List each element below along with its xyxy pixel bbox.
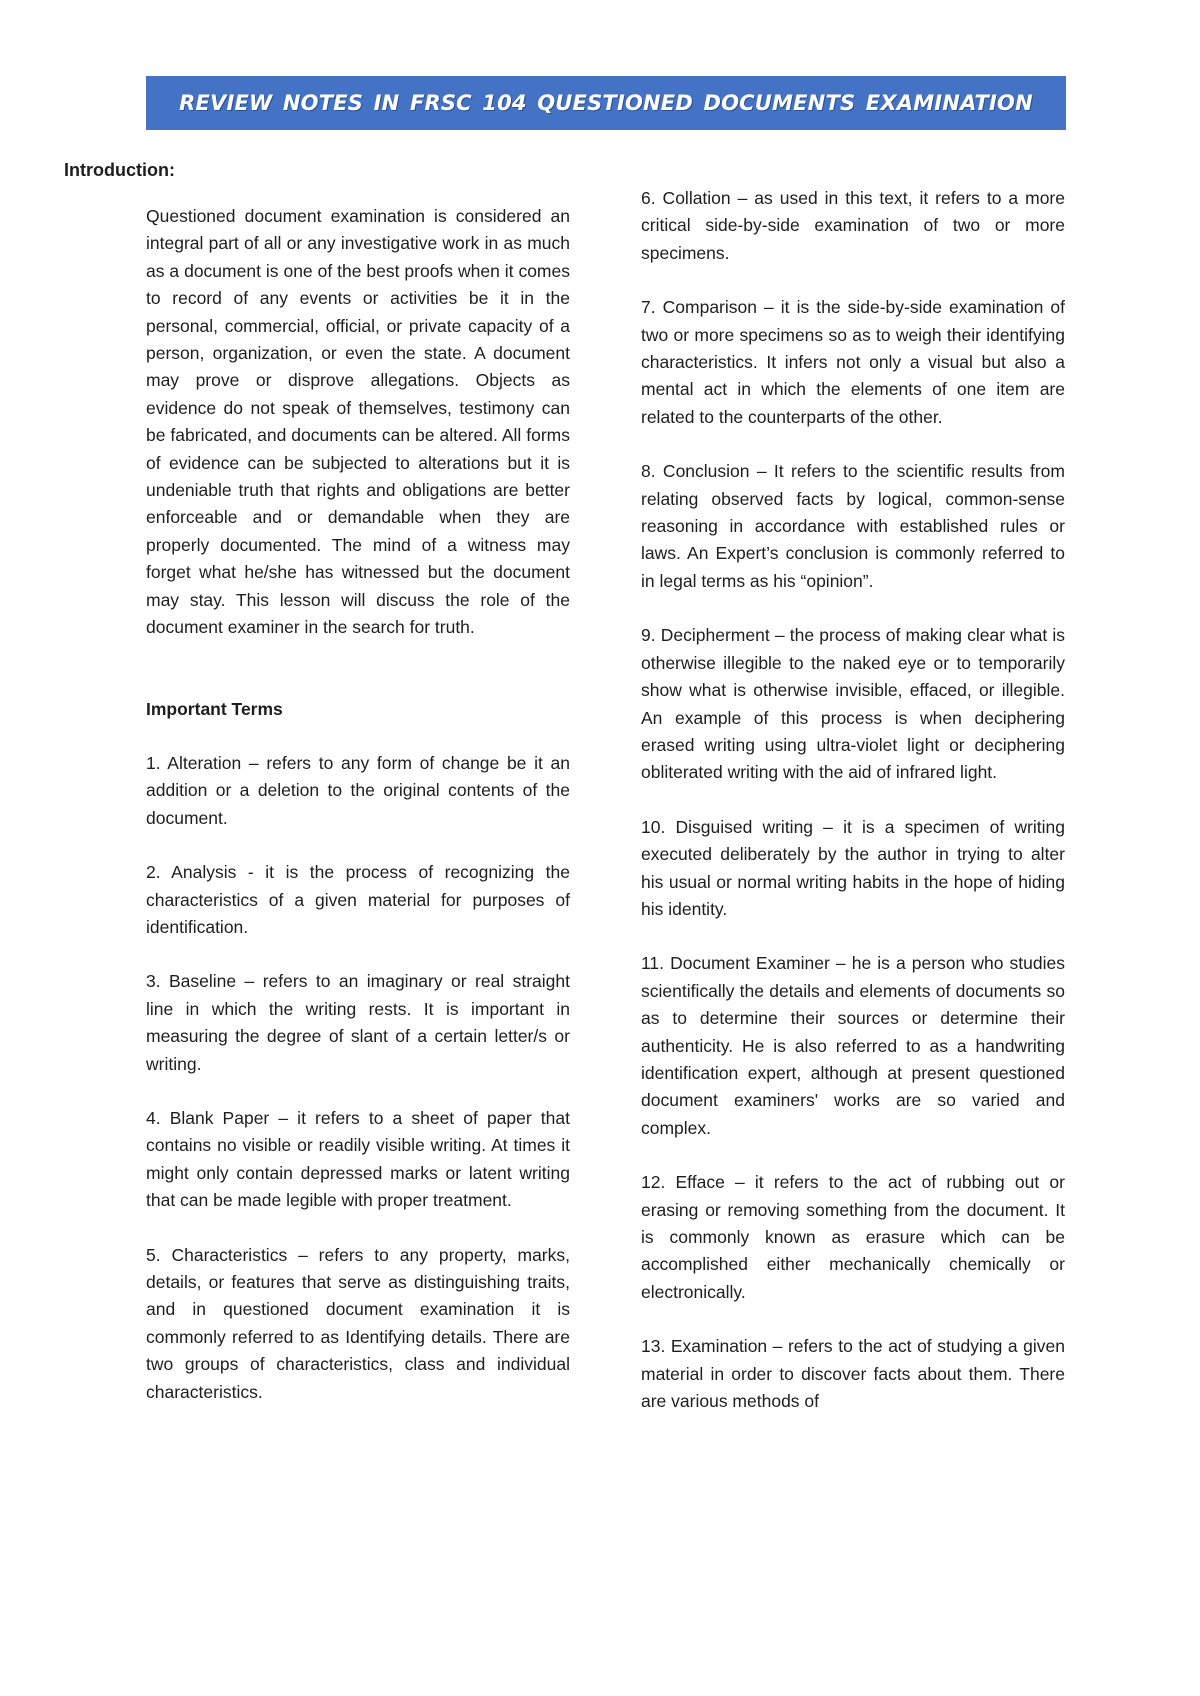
term-disguised-writing: 10. Disguised writing – it is a specimen of writing executed deliberately by the author in trying to alter his usual or normal writing habits in the hope of hiding his identity. [641,816,1065,919]
term-analysis: 2. Analysis - it is the process of recognizing the characteristics of a given material for purposes of identification. [146,862,570,937]
term-decipherment: 9. Decipherment – the process of making clear what is otherwise illegible to the naked eye or to temporarily show what is otherwise invisible, effaced, or illegible. An example of this process is when deciphering erased writing using ultra-violet light or deciphering obliterated writing with the aid of infrared light. [641,625,1065,783]
term-blank-paper: 4. Blank Paper – it refers to a sheet of paper that contains no visible or readily visible writing. At times it might only contain depressed marks or latent writing that can be made legible with proper treatment. [146,1107,570,1211]
term-collation: 6. Collation – as used in this text, it refers to a more critical side-by-side examination of two or more specimens. [641,188,1065,263]
intro-label: Introduction: [64,160,175,180]
term-examination: 13. Examination – refers to the act of studying a given material in order to discover facts about them. There are various methods of [641,1336,1065,1412]
terms-heading: Important Terms [146,698,283,719]
term-comparison: 7. Comparison – it is the side-by-side examination of two or more specimens so as to weigh their identifying characteristics. It infers not only a visual but also a mental act in which the elements of one item are related to the counterparts of the other. [641,297,1065,427]
document-title: REVIEW NOTES IN FRSC 104 QUESTIONED DOCUMENTS EXAMINATION [179,91,1033,115]
left-column [146,203,570,1433]
term-efface: 12. Efface – it refers to the act of rubbing out or erasing or removing something from the document. It is commonly known as erasure which can be accomplished either mechanically chemically or electronically. [641,1172,1065,1302]
spacer [146,669,570,696]
term-conclusion: 8. Conclusion – It refers to the scientific results from relating observed facts by logical, common-sense reasoning in accordance with established rules or laws. An Expert’s conclusion is commonly referred to in legal terms as his “opinion”. [641,461,1065,591]
term-document-examiner: 11. Document Examiner – he is a person who studies scientifically the details and elements of documents so as to determine their sources or determine their authenticity. He is also referred to as a handwriting identification expert, although at present questioned document examiners' works are so varied and complex. [641,953,1065,1138]
title-banner [146,76,1066,130]
intro-paragraph: Questioned document examination is considered an integral part of all or any investigative work in as much as a document is one of the best proofs when it comes to record of any events or activities be it in the personal, commercial, official, or private capacity of a person, organization, or even the state. A document may prove or disprove allegations. Objects as evidence do not speak of themselves, testimony can be fabricated, and documents can be altered. All forms of evidence can be subjected to alterations but it is undeniable truth that rights and obligations are better enforceable and or demandable when they are properly documented. The mind of a witness may forget what he/she has witnessed but the document may stay. This lesson will discuss the role of the document examiner in the search for truth. [146,206,570,638]
term-baseline: 3. Baseline – refers to an imaginary or real straight line in which the writing rests. It is important in measuring the degree of slant of a certain letter/s or writing. [146,971,570,1074]
term-characteristics: 5. Characteristics – refers to any property, marks, details, or features that serve as distinguishing traits, and in questioned document examination it is commonly referred to as Identifying details. There are two groups of characteristics, class and individual characteristics. [146,1244,570,1402]
term-alteration: 1. Alteration – refers to any form of change be it an addition or a deletion to the original contents of the document. [146,752,570,828]
right-column [641,185,1065,1442]
